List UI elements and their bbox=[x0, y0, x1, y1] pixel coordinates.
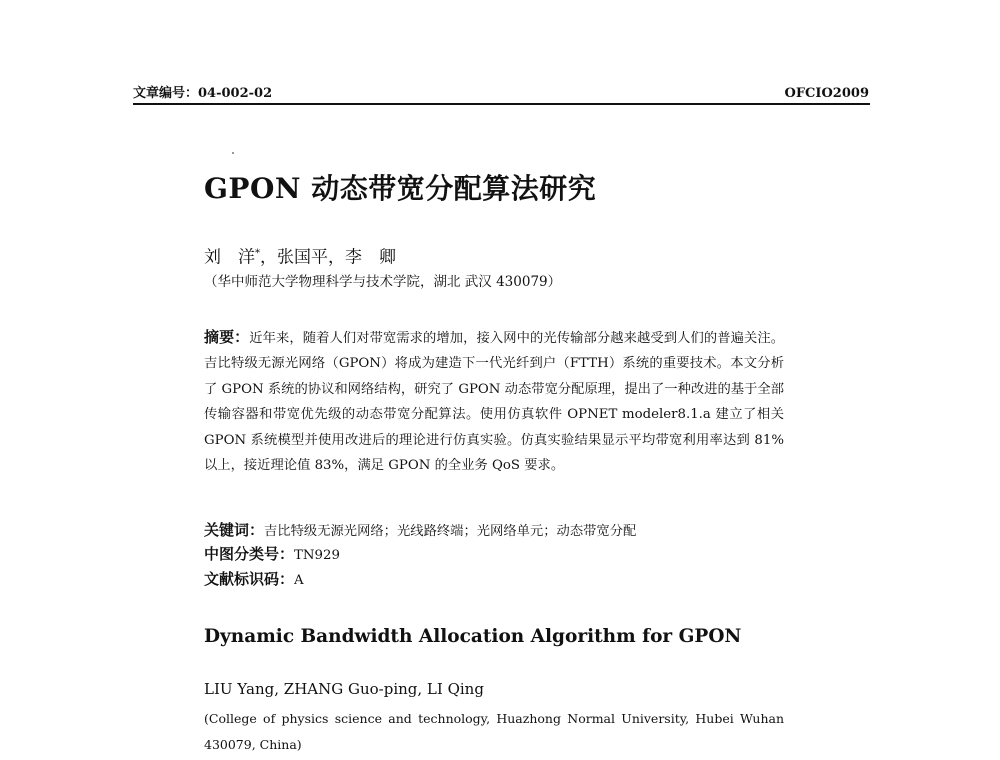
scan-speck bbox=[232, 152, 234, 154]
english-authors: LIU Yang, ZHANG Guo-ping, LI Qing bbox=[204, 680, 484, 698]
keywords-label: 关键词： bbox=[204, 521, 265, 539]
document-code bbox=[204, 568, 304, 592]
paper-title: GPON 动态带宽分配算法研究 bbox=[204, 172, 597, 205]
clc-value: TN929 bbox=[294, 548, 340, 563]
abstract-label: 摘要： bbox=[204, 328, 250, 346]
author-names-rest: ，张国平，李 卿 bbox=[260, 247, 396, 268]
clc-number bbox=[204, 543, 340, 567]
english-affiliation: (College of physics science and technology, Huazhong Normal University, Hubei Wuhan 430079, China) bbox=[204, 711, 784, 752]
keywords-text: 吉比特级无源光网络；光线路终端；光网络单元；动态带宽分配 bbox=[264, 524, 637, 539]
english-title: Dynamic Bandwidth Allocation Algorithm for GPON bbox=[204, 626, 742, 647]
conference-code: OFCIO2009 bbox=[784, 86, 869, 101]
author-names-first: 刘 洋 bbox=[204, 247, 255, 268]
keywords bbox=[204, 519, 636, 543]
affiliation: （华中师范大学物理科学与技术学院，湖北 武汉 430079） bbox=[204, 274, 562, 290]
abstract bbox=[204, 325, 784, 478]
header-rule bbox=[133, 103, 870, 105]
document-code-label: 文献标识码： bbox=[204, 570, 295, 588]
abstract-text: 近年来，随着人们对带宽需求的增加，接入网中的光传输部分越来越受到人们的普遍关注。吉比特级无源光网络（GPON）将成为建造下一代光纤到户（FTTH）系统的重要技术。本文分析了 GPON 系统的协议和网络结构，研究了 GPON 动态带宽分配原理，提出了一种改进的基于全部传输容器和带宽优先级的动态带宽分配算法。使用仿真软件 OPNET modeler8.1.a 建立了相关 GPON 系统模型并使用改进后的理论进行仿真实验。仿真实验结果显示平均带宽利用率达到 81%以上，接近理论值 83%，满足 GPON 的全业务 QoS 要求。 bbox=[204, 331, 784, 474]
document-code-value: A bbox=[294, 573, 304, 588]
corresponding-author-mark: * bbox=[255, 248, 260, 259]
clc-label: 中图分类号： bbox=[204, 545, 295, 563]
author-list bbox=[204, 242, 396, 270]
article-number: 文章编号：04-002-02 bbox=[133, 86, 273, 101]
